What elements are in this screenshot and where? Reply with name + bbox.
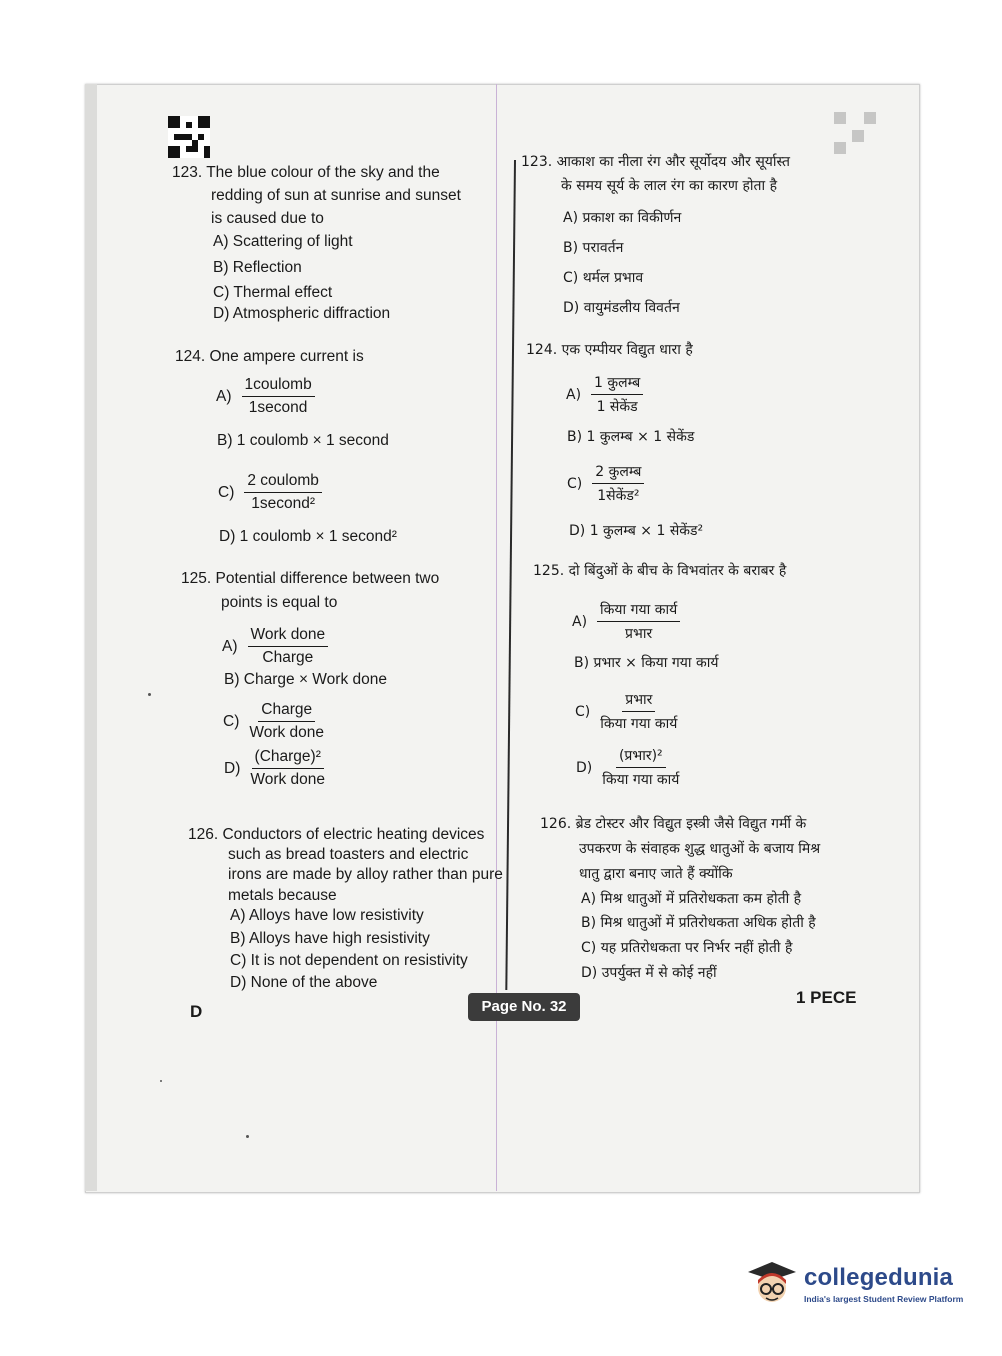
question-text-line: irons are made by alloy rather than pure: [228, 866, 503, 883]
question-text: एक एम्पीयर विद्युत धारा है: [561, 342, 693, 358]
question-125-hi: [533, 560, 786, 583]
option-c-fraction: [218, 472, 322, 513]
question-text-line: metals because: [228, 887, 337, 904]
option-b: B) Reflection: [213, 259, 302, 276]
denominator: 1second: [248, 399, 308, 416]
question-124-hi: [526, 339, 693, 362]
denominator: 1 सेकेंड: [596, 399, 638, 415]
option-a: A) प्रकाश का विकीर्णन: [563, 210, 682, 226]
numerator: Work done: [248, 626, 329, 647]
option-c-fraction: [567, 462, 644, 505]
option-d: D) उपर्युक्त में से कोई नहीं: [581, 965, 717, 981]
option-a-fraction: [572, 600, 680, 643]
option-c: C) Thermal effect: [213, 284, 333, 301]
qr-code-ghost-icon: [834, 112, 876, 154]
numerator: 1 कुलम्ब: [591, 373, 643, 395]
option-label: A): [216, 387, 232, 405]
option-b: B) परावर्तन: [563, 240, 624, 256]
option-b: B) प्रभार × किया गया कार्य: [574, 655, 719, 671]
option-c-fraction: [223, 701, 324, 742]
question-126-hi: [540, 813, 806, 836]
option-label: A): [566, 386, 582, 403]
numerator: किया गया कार्य: [597, 600, 680, 622]
bleed-through-text: [730, 240, 850, 340]
question-text-line: points is equal to: [221, 594, 338, 611]
question-text: One ampere current is: [209, 348, 364, 365]
set-code: D: [190, 1002, 203, 1021]
denominator: किया गया कार्य: [600, 716, 678, 732]
question-124-en: [175, 345, 364, 368]
page-edge-shadow: [85, 84, 97, 1191]
numerator: (प्रभार)²: [616, 746, 666, 768]
scan-speck: [148, 693, 151, 696]
question-number: 124.: [526, 342, 558, 358]
question-number: 124.: [175, 348, 206, 365]
question-text-line: धातु द्वारा बनाए जाते हैं क्योंकि: [579, 866, 733, 882]
option-d: D) Atmospheric diffraction: [213, 305, 391, 322]
question-number: 126.: [540, 816, 572, 832]
question-number: 125.: [533, 563, 565, 579]
numerator: 2 coulomb: [244, 472, 322, 493]
option-b: B) Charge × Work done: [224, 671, 387, 688]
option-label: C): [218, 483, 235, 501]
option-d: D) 1 कुलम्ब × 1 सेकेंड²: [569, 523, 704, 539]
denominator: Work done: [250, 771, 326, 788]
option-d-fraction: [224, 748, 325, 789]
question-number: 123.: [172, 164, 203, 181]
page-number-badge: Page No. 32: [468, 993, 580, 1021]
question-text: दो बिंदुओं के बीच के विभवांतर के बराबर है: [568, 563, 787, 579]
option-a: A) Alloys have low resistivity: [230, 907, 424, 924]
question-text-line: Conductors of electric heating devices: [222, 826, 485, 843]
option-d: D) None of the above: [230, 974, 378, 991]
question-123-hi: [521, 151, 790, 174]
numerator: 1coulomb: [242, 376, 315, 397]
option-b: B) Alloys have high resistivity: [230, 930, 430, 947]
option-label: A): [222, 637, 238, 655]
denominator: किया गया कार्य: [602, 772, 680, 788]
option-a: A) मिश्र धातुओं में प्रतिरोधकता कम होती है: [581, 891, 802, 907]
brand-name: collegedunia: [804, 1264, 954, 1291]
mascot-icon: [744, 1258, 800, 1310]
option-a-fraction: [216, 376, 315, 417]
question-123-en: [172, 161, 440, 184]
scan-speck: [160, 1080, 162, 1082]
center-fold-line: [496, 84, 497, 1191]
question-text-line: ब्रेड टोस्टर और विद्युत इस्त्री जैसे विद्युत गर्मी के: [575, 816, 807, 832]
numerator: 2 कुलम्ब: [592, 462, 644, 484]
question-number: 123.: [521, 154, 553, 170]
question-text-line: Potential difference between two: [215, 570, 440, 587]
brand-tagline: India's largest Student Review Platform: [804, 1294, 964, 1304]
numerator: Charge: [258, 701, 315, 722]
option-d: D) 1 coulomb × 1 second²: [219, 528, 397, 545]
question-number: 125.: [181, 570, 212, 587]
option-label: C): [223, 712, 240, 730]
denominator: 1सेकेंड²: [597, 488, 640, 504]
numerator: (Charge)²: [252, 748, 324, 769]
option-d: D) वायुमंडलीय विवर्तन: [563, 300, 680, 316]
option-c: C) यह प्रतिरोधकता पर निर्भर नहीं होती है: [581, 940, 793, 956]
collegedunia-logo: [744, 1258, 963, 1310]
option-label: C): [567, 475, 583, 492]
option-label: C): [575, 703, 591, 720]
option-a-fraction: [566, 373, 643, 416]
question-text-line: उपकरण के संवाहक शुद्ध धातुओं के बजाय मिश्र: [579, 841, 821, 857]
denominator: Work done: [249, 724, 325, 741]
option-c: C) थर्मल प्रभाव: [563, 270, 644, 286]
option-label: D): [224, 759, 241, 777]
option-b: B) मिश्र धातुओं में प्रतिरोधकता अधिक होती है: [581, 915, 816, 931]
denominator: प्रभार: [625, 626, 653, 642]
option-label: D): [576, 759, 593, 776]
denominator: Charge: [262, 649, 314, 666]
question-text-line: आकाश का नीला रंग और सूर्योदय और सूर्यास्त: [556, 154, 790, 170]
qr-code-icon: [168, 116, 210, 158]
option-b: B) 1 coulomb × 1 second: [217, 432, 389, 449]
denominator: 1second²: [251, 495, 315, 512]
question-text-line: redding of sun at sunrise and sunset: [211, 187, 461, 204]
option-d-fraction: [576, 746, 679, 789]
question-number: 126.: [188, 826, 219, 843]
question-125-en: [181, 567, 439, 590]
option-c: C) It is not dependent on resistivity: [230, 952, 468, 969]
option-b: B) 1 कुलम्ब × 1 सेकेंड: [567, 429, 695, 445]
question-text-line: के समय सूर्य के लाल रंग का कारण होता है: [561, 178, 778, 194]
question-text-line: such as bread toasters and electric: [228, 846, 469, 863]
question-text-line: is caused due to: [211, 210, 324, 227]
scan-speck: [246, 1135, 249, 1138]
option-a-fraction: [222, 626, 328, 667]
numerator: प्रभार: [622, 690, 655, 712]
question-text-line: The blue colour of the sky and the: [206, 164, 440, 181]
option-a: A) Scattering of light: [213, 233, 353, 250]
option-label: A): [572, 613, 588, 630]
paper-code: 1 PECE: [796, 988, 857, 1007]
option-c-fraction: [575, 690, 677, 733]
